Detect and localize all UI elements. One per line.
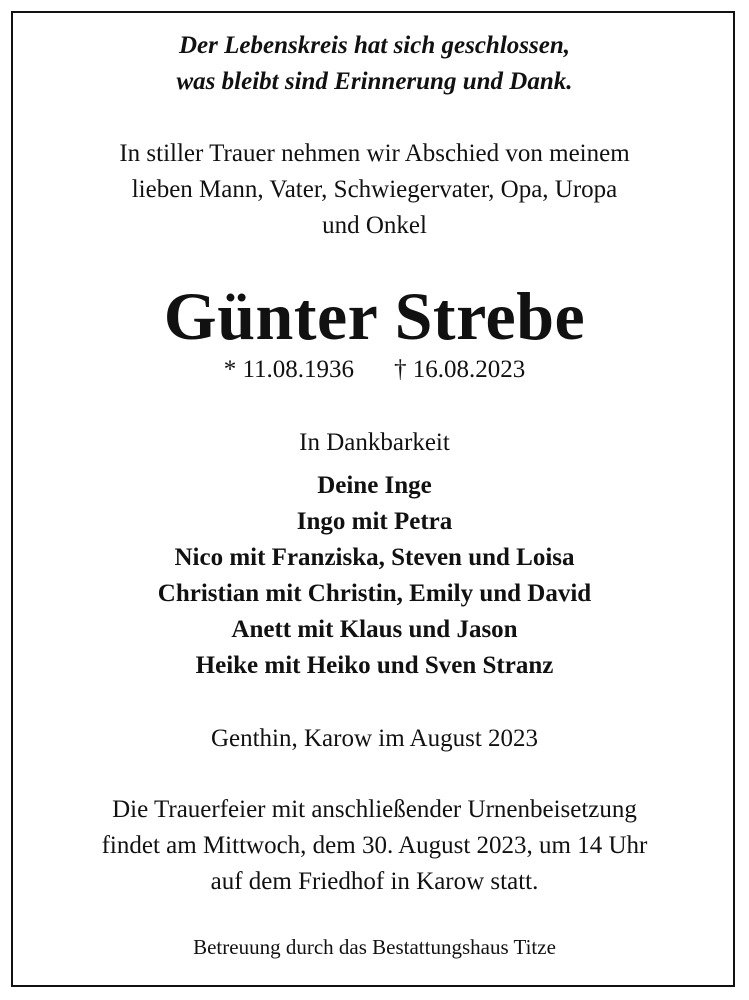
birth-date: * 11.08.1936 xyxy=(223,356,355,383)
funeral-home-credit: Betreuung durch das Bestattungshaus Titze xyxy=(193,935,556,959)
motto-line: Der Lebenskreis hat sich geschlossen, xyxy=(179,32,570,59)
family-member: Anett mit Klaus und Jason xyxy=(231,616,518,643)
farewell-intro xyxy=(0,136,749,244)
place-and-date: Genthin, Karow im August 2023 xyxy=(210,725,539,752)
ceremony-info xyxy=(0,792,749,900)
deceased-name: Günter Strebe xyxy=(163,278,586,354)
thanks-label: In Dankbarkeit xyxy=(299,429,450,456)
motto-line: was bleibt sind Erinnerung und Dank. xyxy=(176,68,573,95)
life-dates xyxy=(0,352,749,388)
family-member: Heike mit Heiko und Sven Stranz xyxy=(195,652,554,679)
family-member: Ingo mit Petra xyxy=(296,508,453,535)
death-date: † 16.08.2023 xyxy=(394,356,526,383)
intro-line: und Onkel xyxy=(322,212,427,239)
intro-line: lieben Mann, Vater, Schwiegervater, Opa, Uropa xyxy=(131,176,618,203)
ceremony-line: findet am Mittwoch, dem 30. August 2023, um 14 Uhr xyxy=(101,832,648,859)
family-member: Christian mit Christin, Emily und David xyxy=(157,580,592,607)
family-member: Deine Inge xyxy=(317,472,432,499)
intro-line: In stiller Trauer nehmen wir Abschied von meinem xyxy=(119,140,630,167)
motto-verse xyxy=(0,28,749,100)
ceremony-line: auf dem Friedhof in Karow statt. xyxy=(210,868,539,895)
family-member: Nico mit Franziska, Steven und Loisa xyxy=(174,544,575,571)
ceremony-line: Die Trauerfeier mit anschließender Urnenbeisetzung xyxy=(112,796,637,823)
family-list xyxy=(0,468,749,684)
